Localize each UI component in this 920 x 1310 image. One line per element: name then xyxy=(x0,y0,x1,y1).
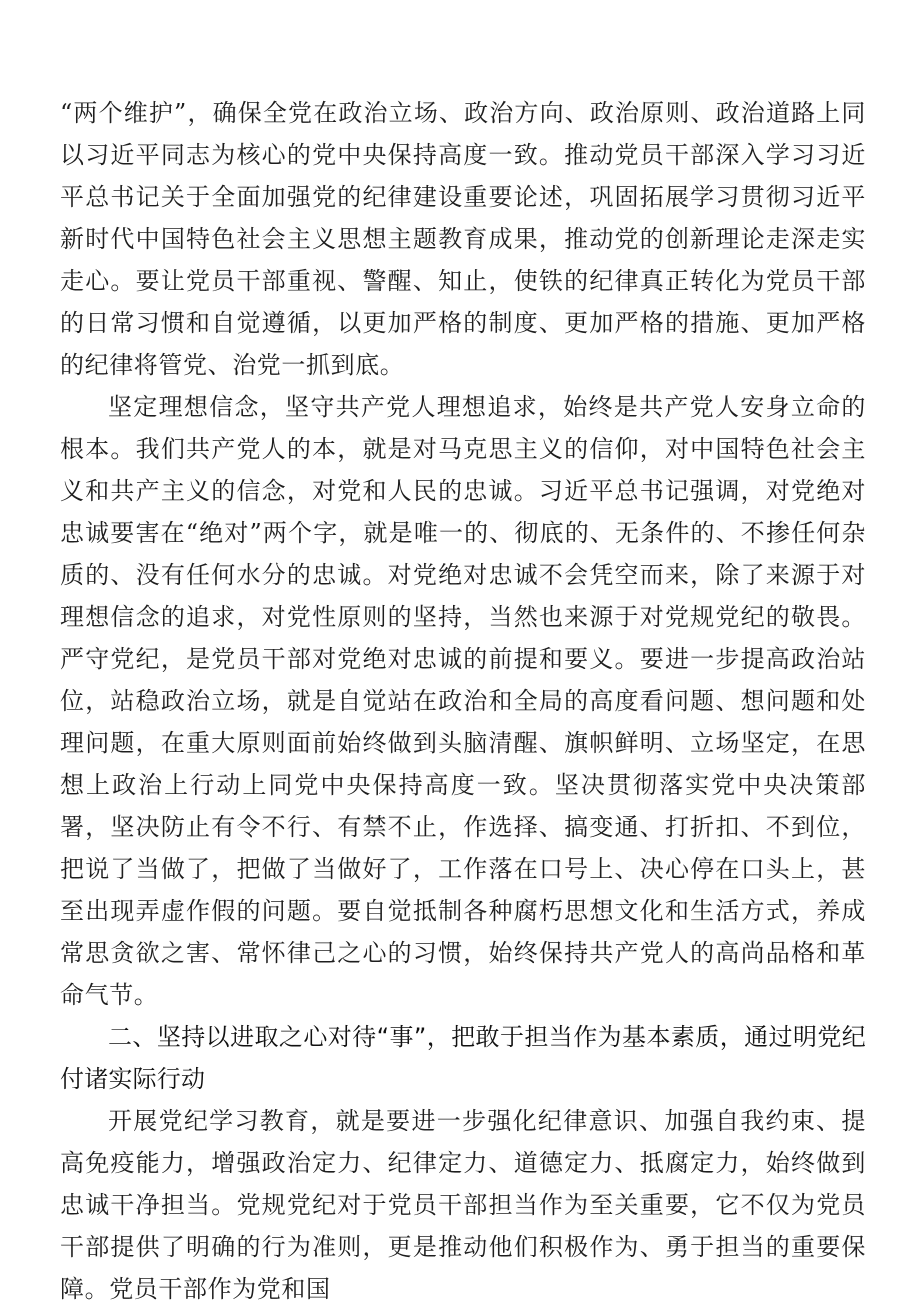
section-heading: 二、坚持以进取之心对待“事”，把敢于担当作为基本素质，通过明党纪付诸实际行动 xyxy=(60,1023,866,1093)
document-body xyxy=(60,92,866,1310)
paragraph-continuation: “两个维护”，确保全党在政治立场、政治方向、政治原则、政治道路上同以习近平同志为核心的党中央保持高度一致。推动党员干部深入学习习近平总书记关于全面加强党的纪律建设重要论述，巩固拓展学习贯彻习近平新时代中国特色社会主义思想主题教育成果，推动党的创新理论走深走实走心。要让党员干部重视、警醒、知止，使铁的纪律真正转化为党员干部的日常习惯和自觉遵循，以更加严格的制度、更加严格的措施、更加严格的纪律将管党、治党一抓到底。 xyxy=(60,99,866,379)
paragraph-ideals-faith: 坚定理想信念，坚守共产党人理想追求，始终是共产党人安身立命的根本。我们共产党人的本，就是对马克思主义的信仰，对中国特色社会主义和共产主义的信念，对党和人民的忠诚。习近平总书记强调，对党绝对忠诚要害在“绝对”两个字，就是唯一的、彻底的、无条件的、不掺任何杂质的、没有任何水分的忠诚。对党绝对忠诚不会凭空而来，除了来源于对理想信念的追求，对党性原则的坚持，当然也来源于对党规党纪的敬畏。严守党纪，是党员干部对党绝对忠诚的前提和要义。要进一步提高政治站位，站稳政治立场，就是自觉站在政治和全局的高度看问题、想问题和处理问题，在重大原则面前始终做到头脑清醒、旗帜鲜明、立场坚定，在思想上政治上行动上同党中央保持高度一致。坚决贯彻落实党中央决策部署，坚决防止有令不行、有禁不止，作选择、搞变通、打折扣、不到位，把说了当做了，把做了当做好了，工作落在口号上、决心停在口头上，甚至出现弄虚作假的问题。要自觉抵制各种腐朽思想文化和生活方式，养成常思贪欲之害、常怀律己之心的习惯，始终保持共产党人的高尚品格和革命气节。 xyxy=(60,393,866,1009)
paragraph-discipline-education: 开展党纪学习教育，就是要进一步强化纪律意识、加强自我约束、提高免疫能力，增强政治定力、纪律定力、道德定力、抵腐定力，始终做到忠诚干净担当。党规党纪对于党员干部担当作为至关重要，它不仅为党员干部提供了明确的行为准则，更是推动他们积极作为、勇于担当的重要保障。党员干部作为党和国 xyxy=(60,1107,866,1303)
